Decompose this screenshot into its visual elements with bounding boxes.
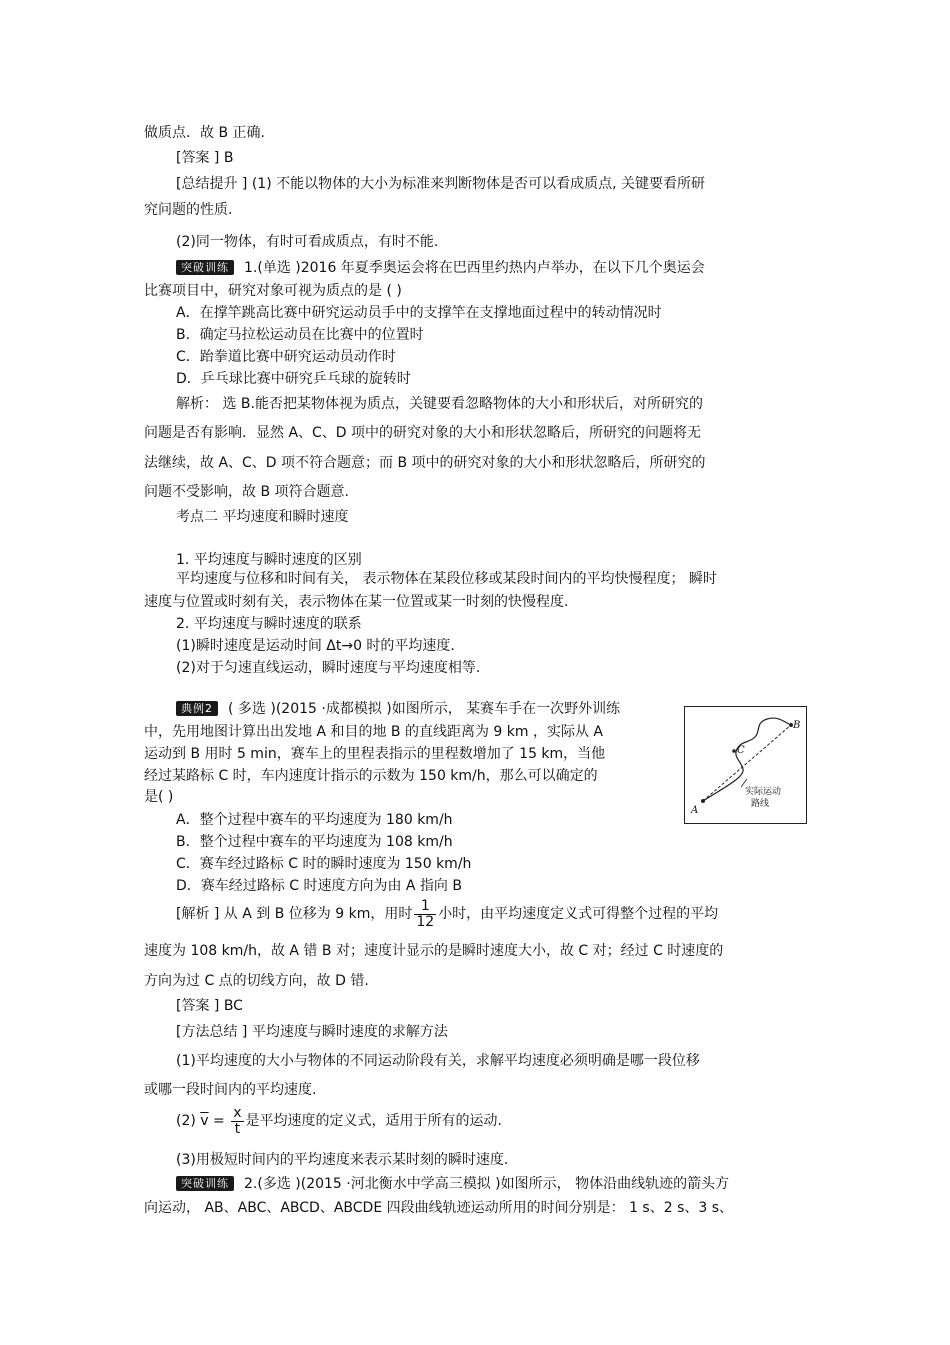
text-line: 法继续，故 A、C、D 项不符合题意；而 B 项中的研究对象的大小和形状忽略后，所研究的 <box>144 455 706 471</box>
formula-text: 是平均速度的定义式，适用于所有的运动. <box>245 1113 502 1129</box>
text-line: 运动到 B 用时 5 min，赛车上的里程表指示的里程数增加了 15 km，当他 <box>144 746 606 762</box>
route-figure <box>684 706 807 824</box>
text-line: 是( ) <box>144 789 174 805</box>
summary-heading: [总结提升 ] (1) 不能以物体的大小为标准来判断物体是否可以看成质点, 关键要看所研 <box>176 176 706 192</box>
equals-sign: = <box>208 1113 230 1129</box>
text-line: (3)用极短时间内的平均速度来表示某时刻的瞬时速度. <box>176 1152 509 1168</box>
option-c: C．跆拳道比赛中研究运动员动作时 <box>176 349 396 365</box>
text-line: 做质点．故 B 正确. <box>144 125 265 141</box>
text-line: 平均速度与位移和时间有关， 表示物体在某段位移或某段时间内的平均快慢程度； 瞬时 <box>176 571 717 587</box>
text-line: (2)对于匀速直线运动，瞬时速度与平均速度相等. <box>176 660 481 676</box>
text-line: (1)平均速度的大小与物体的不同运动阶段有关，求解平均速度必须明确是哪一段位移 <box>176 1053 700 1069</box>
fraction <box>414 899 436 930</box>
route-note-1: 实际运动 <box>745 787 782 797</box>
section-heading: 考点二 平均速度和瞬时速度 <box>176 509 349 525</box>
fraction-numerator: 1 <box>414 899 436 915</box>
text-line: 或哪一段时间内的平均速度. <box>144 1082 317 1098</box>
analysis-line <box>176 897 718 931</box>
fraction-denominator: 12 <box>416 913 435 930</box>
example-badge: 典例2 <box>176 701 218 716</box>
text-line: 向运动， AB、ABC、ABCD、ABCDE 四段曲线轨迹运动所用的时间分别是： 1 s、2 s、3 s、 <box>144 1200 734 1216</box>
text-line: 比赛项目中，研究对象可视为质点的是 ( ) <box>144 283 402 299</box>
analysis-line: 解析： 选 B.能否把某物体视为质点，关键要看忽略物体的大小和形状后，对所研究的 <box>176 396 703 412</box>
option-b: B．整个过程中赛车的平均速度为 108 km/h <box>176 834 453 850</box>
label-c: C <box>737 745 745 756</box>
option-a: A．在撑竿跳高比赛中研究运动员手中的支撑竿在支撑地面过程中的转动情况时 <box>176 305 662 321</box>
answer-label: [答案 ] BC <box>176 998 243 1014</box>
point-a <box>701 799 705 803</box>
practice-question-2 <box>176 1175 729 1193</box>
text-line: 中，先用地图计算出出发地 A 和目的地 B 的直线距离为 9 km ，实际从 A <box>144 724 604 740</box>
label-a: A <box>691 805 699 816</box>
subheading: 2. 平均速度与瞬时速度的联系 <box>176 616 362 632</box>
fraction-numerator: x <box>233 1104 242 1121</box>
analysis-text: [解析 ] 从 A 到 B 位移为 9 km，用时 <box>176 906 413 922</box>
text-line: 速度与位置或时刻有关，表示物体在某一位置或某一时刻的快慢程度. <box>144 594 569 610</box>
text-line: (2)同一物体，有时可看成质点，有时不能. <box>176 234 439 250</box>
fraction <box>231 1106 243 1137</box>
text-line: 方向为过 C 点的切线方向，故 D 错. <box>144 973 369 989</box>
formula-line <box>176 1104 502 1138</box>
text-line: 究问题的性质. <box>144 202 233 218</box>
practice-question-1 <box>176 259 705 277</box>
text-line: 问题是否有影响．显然 A、C、D 项中的研究对象的大小和形状忽略后，所研究的问题将无 <box>144 425 702 441</box>
route-diagram <box>685 707 806 823</box>
question-text: 2.(多选 )(2015 ·河北衡水中学高三模拟 )如图所示， 物体沿曲线轨迹的箭头方 <box>244 1176 730 1192</box>
analysis-text: 小时，由平均速度定义式可得整个过程的平均 <box>438 906 719 922</box>
text-line: 问题不受影响，故 B 项符合题意. <box>144 484 349 500</box>
question-text: ( 多选 )(2015 ·成都模拟 )如图所示， 某赛车手在一次野外训练 <box>228 701 621 717</box>
answer-label: [答案 ] B <box>176 150 234 166</box>
formula-prefix: (2) <box>176 1113 196 1129</box>
practice-badge: 突破训练 <box>176 260 234 275</box>
label-b: B <box>793 720 801 731</box>
fraction-denominator: t <box>234 1120 241 1137</box>
question-text: 1.(单选 )2016 年夏季奥运会将在巴西里约热内卢举办，在以下几个奥运会 <box>244 260 705 276</box>
velocity-symbol: $\overline{v}$ <box>200 1113 209 1129</box>
option-b: B．确定马拉松运动员在比赛中的位置时 <box>176 327 424 343</box>
practice-badge: 突破训练 <box>176 1176 234 1191</box>
point-c <box>732 749 736 753</box>
option-c: C．赛车经过路标 C 时的瞬时速度为 150 km/h <box>176 856 472 872</box>
option-d: D．乒乓球比赛中研究乒乓球的旋转时 <box>176 371 411 387</box>
text-line: 速度为 108 km/h，故 A 错 B 对；速度计显示的是瞬时速度大小，故 C 对；经过 C 时速度的 <box>144 943 724 959</box>
subheading: 1. 平均速度与瞬时速度的区别 <box>176 552 362 568</box>
text-line: (1)瞬时速度是运动时间 Δt→0 时的平均速度. <box>176 638 455 654</box>
option-a: A．整个过程中赛车的平均速度为 180 km/h <box>176 812 453 828</box>
method-heading: [方法总结 ] 平均速度与瞬时速度的求解方法 <box>176 1024 448 1040</box>
text-line: 经过某路标 C 时，车内速度计指示的示数为 150 km/h，那么可以确定的 <box>144 768 598 784</box>
example-question <box>176 700 620 718</box>
route-note-2: 路线 <box>751 799 770 809</box>
option-d: D．赛车经过路标 C 时速度方向为由 A 指向 B <box>176 878 462 894</box>
